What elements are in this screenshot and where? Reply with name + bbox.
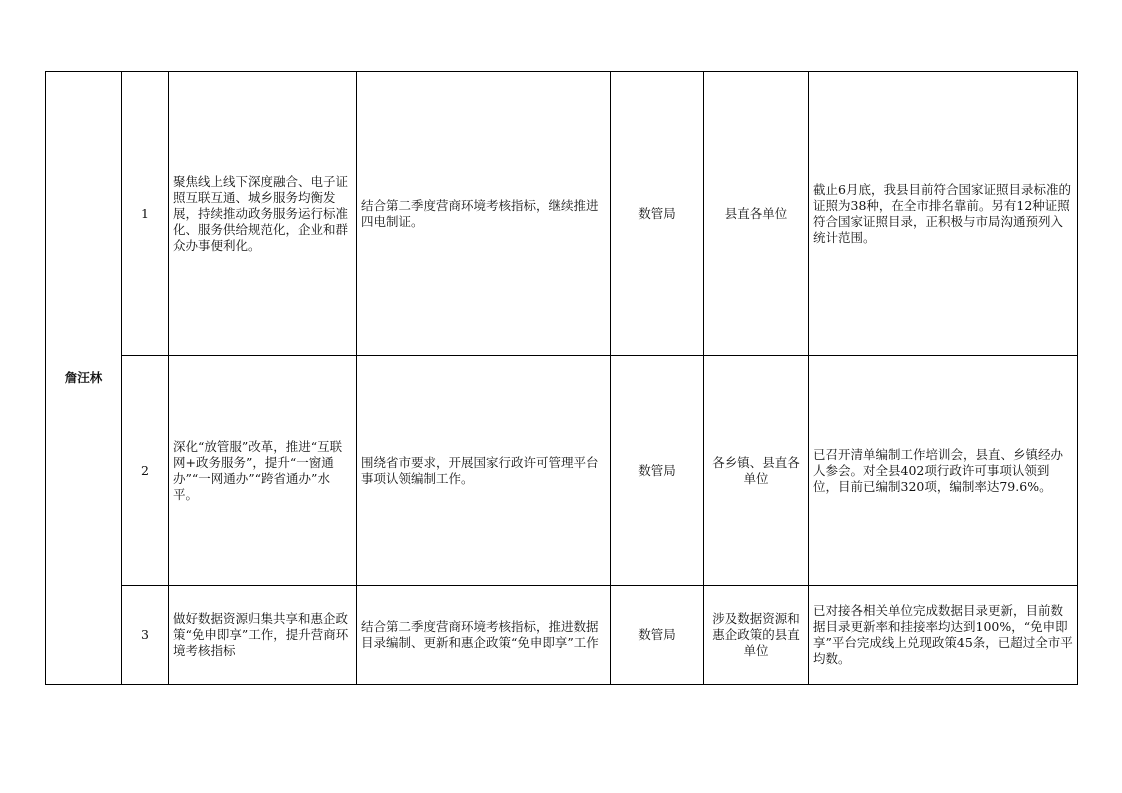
table-row <box>46 586 1078 685</box>
lead-department-cell: 数管局 <box>611 586 704 685</box>
row-number-cell: 2 <box>122 356 169 586</box>
lead-department-cell: 数管局 <box>611 356 704 586</box>
lead-department-cell: 数管局 <box>611 72 704 356</box>
cooperating-units-cell: 涉及数据资源和惠企政策的县直单位 <box>704 586 809 685</box>
measure-cell: 结合第二季度营商环境考核指标，推进数据目录编制、更新和惠企政策“免申即享”工作 <box>357 586 611 685</box>
measure-cell: 结合第二季度营商环境考核指标，继续推进四电制证。 <box>357 72 611 356</box>
row-number-cell: 3 <box>122 586 169 685</box>
progress-cell: 截止6月底，我县目前符合国家证照目录标准的证照为38种，在全市排名靠前。另有12种证照符合国家证照目录，正积极与市局沟通预列入统计范围。 <box>809 72 1078 356</box>
task-cell: 聚焦线上线下深度融合、电子证照互联互通、城乡服务均衡发展，持续推动政务服务运行标准化、服务供给规范化，企业和群众办事便利化。 <box>169 72 357 356</box>
cooperating-units-cell: 各乡镇、县直各单位 <box>704 356 809 586</box>
responsible-person-cell: 詹汪林 <box>46 72 122 685</box>
table-row <box>46 356 1078 586</box>
measure-cell: 围绕省市要求，开展国家行政许可管理平台事项认领编制工作。 <box>357 356 611 586</box>
progress-cell: 已对接各相关单位完成数据目录更新，目前数据目录更新率和挂接率均达到100%，“免申即享”平台完成线上兑现政策45条，已超过全市平均数。 <box>809 586 1078 685</box>
cooperating-units-cell: 县直各单位 <box>704 72 809 356</box>
task-cell: 深化“放管服”改革，推进“互联网+政务服务”，提升“一窗通办”“一网通办”“跨省通办”水平。 <box>169 356 357 586</box>
task-cell: 做好数据资源归集共享和惠企政策“免申即享”工作，提升营商环境考核指标 <box>169 586 357 685</box>
row-number-cell: 1 <box>122 72 169 356</box>
table-row <box>46 72 1078 356</box>
progress-cell: 已召开清单编制工作培训会，县直、乡镇经办人参会。对全县402项行政许可事项认领到位，目前已编制320项，编制率达79.6%。 <box>809 356 1078 586</box>
work-progress-table <box>45 71 1078 685</box>
